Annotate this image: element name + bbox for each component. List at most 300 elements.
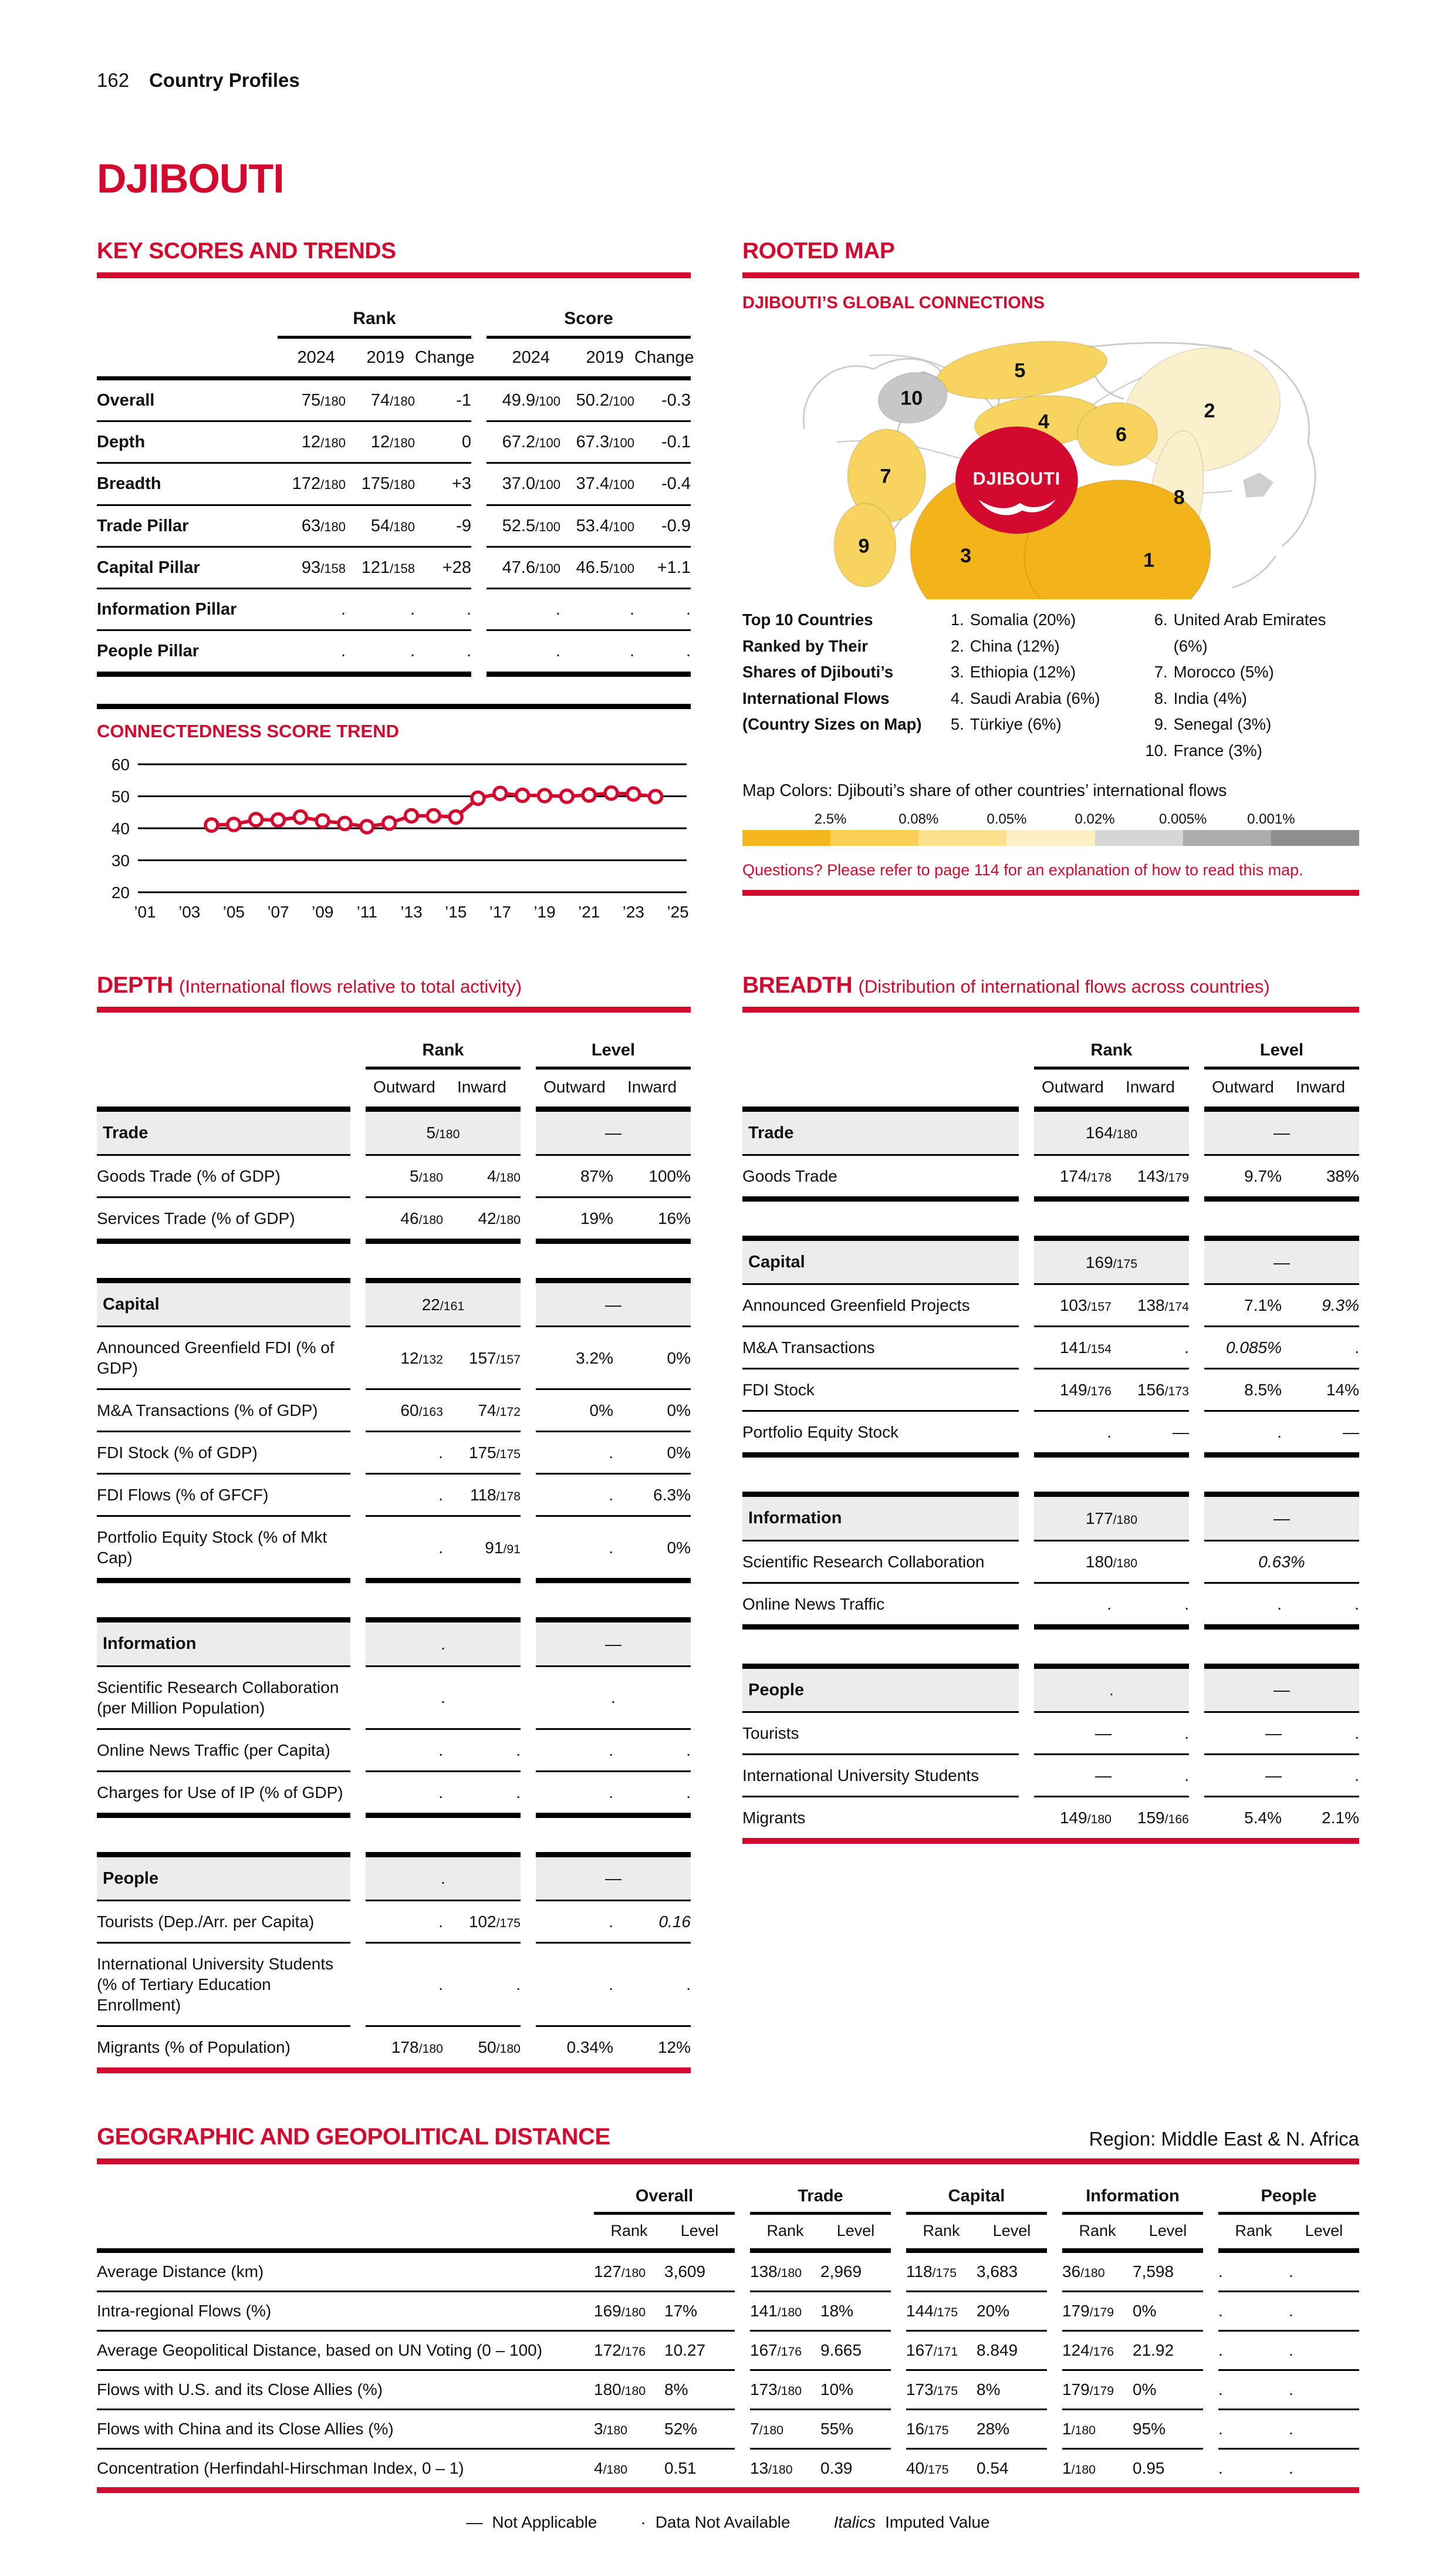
value-cell: 0.39 [820, 2458, 853, 2477]
value-cell: . [536, 1432, 613, 1474]
value-cell: . [1289, 2458, 1293, 2477]
gap-cell [1189, 1284, 1204, 1327]
value-cell: 42/180 [443, 1198, 521, 1242]
top10-item-text: Ethiopia (12%) [969, 663, 1076, 682]
gap-cell [1189, 1495, 1204, 1540]
top10-list-item [1137, 686, 1359, 712]
gap-cell [735, 2370, 750, 2409]
top10-item-text: Somalia (20%) [969, 610, 1076, 629]
year-header: 2024 [487, 337, 560, 378]
value-cell: 13/180 [750, 2458, 793, 2477]
score-cell: 47.6/100 [487, 547, 560, 588]
trend-data-point [450, 811, 462, 823]
gap-cell [891, 2370, 906, 2409]
value-cell: 91/91 [443, 1516, 521, 1581]
breadth-subtitle: (Distribution of international flows across countries) [858, 976, 1270, 997]
x-axis-tick-label: ’17 [489, 902, 512, 921]
geo-group-header: Overall [594, 2182, 735, 2214]
score-cell: -1 [415, 378, 471, 421]
pillar-band-label: People [97, 1854, 350, 1900]
trend-data-point [627, 788, 640, 800]
value-cell: . [366, 1942, 443, 2026]
value-cell: 8% [977, 2370, 1047, 2409]
x-axis-tick-label: ’09 [311, 902, 334, 921]
footnote-label: Imputed Value [885, 2512, 990, 2531]
value-cell: 17% [664, 2291, 735, 2330]
pillar-band-level: — [536, 1109, 691, 1155]
gap-cell [1019, 1411, 1034, 1455]
score-cell: 93/158 [278, 547, 346, 588]
gap-cell [735, 2291, 750, 2330]
geo-group-header: Trade [750, 2182, 891, 2214]
value-cell: 179/179 [1062, 2370, 1133, 2409]
score-cell: 12/180 [278, 421, 346, 463]
value-cell: . [1218, 2291, 1289, 2330]
map-color-scale-bar [742, 830, 1359, 846]
value-cell: 74/172 [443, 1389, 521, 1432]
table-row [97, 2330, 1359, 2370]
scale-swatch [1183, 830, 1271, 846]
footnote-legend [97, 2513, 1359, 2532]
value-cell: 3/180 [594, 2409, 664, 2448]
level-subheader: Level [1289, 2213, 1359, 2251]
rank-group-header: Rank [278, 304, 471, 337]
scale-label: 2.5% [814, 811, 847, 828]
gap-cell [1047, 2291, 1062, 2330]
geo-title: GEOGRAPHIC AND GEOPOLITICAL DISTANCE [97, 2123, 610, 2150]
value-cell: . [1112, 1712, 1189, 1754]
value-cell: 19% [536, 1198, 613, 1242]
value-cell: 156/173 [1112, 1369, 1189, 1411]
pillar-band-label: Trade [742, 1109, 1019, 1155]
score-cell: 37.0/100 [487, 463, 560, 505]
value-cell: 178/180 [391, 2038, 443, 2056]
pillar-band-level: — [536, 1620, 691, 1666]
table-row [97, 1942, 691, 2026]
score-cell: -0.1 [634, 421, 691, 463]
gap-cell [350, 1900, 366, 1942]
row-label: Average Distance (km) [97, 2251, 594, 2292]
gap-cell [350, 1666, 366, 1729]
value-cell: . [1112, 1327, 1189, 1369]
gap-cell [1047, 2448, 1062, 2487]
gap-cell [350, 1198, 366, 1242]
pillar-band-level: — [536, 1281, 691, 1327]
score-cell: . [346, 589, 415, 630]
value-cell: 0.54 [977, 2458, 1009, 2477]
value-cell: 175/175 [443, 1432, 521, 1474]
gap-cell [1189, 1155, 1204, 1199]
value-cell: 0% [536, 1389, 613, 1432]
gap-cell [350, 1942, 366, 2026]
year-header: 2024 [278, 337, 346, 378]
value-cell: . [536, 1474, 613, 1516]
value-cell: . [536, 1516, 613, 1581]
row-label: Online News Traffic [742, 1583, 1019, 1627]
level-group-header: Level [1204, 1036, 1359, 1068]
value-cell: 16% [613, 1198, 691, 1242]
spacer-cell [742, 1455, 1359, 1495]
value-cell: . [1034, 1583, 1112, 1627]
score-cell: . [634, 630, 691, 674]
value-cell: — [1204, 1712, 1282, 1754]
table-row [97, 1666, 691, 1729]
breadth-title: BREADTH [742, 972, 853, 998]
top10-item-number: 3. [950, 663, 964, 682]
blank-cell [97, 304, 278, 337]
bubble-number-5: 5 [1014, 359, 1026, 382]
value-cell: . [613, 1771, 691, 1815]
table-row [97, 378, 691, 421]
bubble-number-8: 8 [1173, 486, 1185, 509]
rank-group-header: Rank [366, 1036, 521, 1068]
trend-data-point [406, 809, 418, 822]
scale-swatch [1006, 830, 1094, 846]
gap-cell [1019, 1796, 1034, 1838]
value-cell: . [1289, 2251, 1359, 2292]
map-colors-label: Map Colors: Djibouti’s share of other countries’ international flows [742, 781, 1227, 801]
table-row [97, 2291, 1359, 2330]
spacer-cell [97, 1815, 691, 1854]
table-row [97, 337, 691, 378]
value-cell: . [366, 1432, 443, 1474]
top10-item-text: France (3%) [1173, 741, 1262, 760]
blank-cell [742, 1068, 1019, 1109]
top10-item-text: India (4%) [1173, 689, 1247, 707]
gap-cell [1047, 2251, 1062, 2292]
gap-cell [521, 2026, 536, 2067]
gap-cell [471, 547, 487, 588]
rooted-map-heading: ROOTED MAP [742, 238, 1359, 278]
top10-list-item [1137, 607, 1359, 659]
table-row [97, 1281, 691, 1327]
table-row [97, 1155, 691, 1198]
value-cell: 1/180 [1062, 2458, 1096, 2477]
footnote-symbol: Italics [833, 2512, 876, 2531]
row-label: Depth [97, 421, 278, 463]
score-cell: 175/180 [346, 463, 415, 505]
trend-data-point [539, 789, 551, 801]
gap-cell [521, 1109, 536, 1155]
inward-header: Inward [627, 1077, 677, 1096]
value-cell: . [366, 1900, 443, 1942]
scale-swatch [1271, 830, 1359, 846]
score-cell: -9 [415, 505, 471, 547]
bubble-number-4: 4 [1038, 410, 1049, 433]
page-number: 162 [97, 69, 130, 91]
gap-cell [1019, 1109, 1034, 1155]
gap-cell [1203, 2213, 1218, 2251]
score-cell: 63/180 [278, 505, 346, 547]
map-legend-title-line: Ranked by Their [742, 636, 868, 655]
value-cell: — [1034, 1712, 1112, 1754]
trend-data-point [583, 788, 595, 801]
gap-cell [1047, 2409, 1062, 2448]
trend-data-point [272, 814, 285, 826]
gap-cell [891, 2448, 906, 2487]
value-cell: 21.92 [1133, 2330, 1203, 2370]
value-cell: . [1218, 2370, 1289, 2409]
value-cell: 0.16 [613, 1900, 691, 1942]
row-label: FDI Stock (% of GDP) [97, 1432, 350, 1474]
value-cell: 9.7% [1204, 1155, 1282, 1199]
y-axis-tick-label: 20 [111, 883, 130, 902]
pillar-band-rank: 164/180 [1034, 1109, 1189, 1155]
score-cell: 49.9/100 [487, 378, 560, 421]
gap-cell [1019, 1495, 1034, 1540]
value-cell: . [613, 1729, 691, 1771]
table-row [97, 1242, 691, 1281]
focal-country-label: DJIBOUTI [972, 468, 1061, 489]
table-row [97, 2213, 1359, 2251]
value-cell: . [366, 1516, 443, 1581]
value-cell: . [1218, 2409, 1289, 2448]
footnote-label: Not Applicable [492, 2512, 597, 2531]
value-cell: 138/174 [1112, 1284, 1189, 1327]
table-row [97, 1432, 691, 1474]
row-label: Tourists (Dep./Arr. per Capita) [97, 1900, 350, 1942]
gap-cell [1189, 1411, 1204, 1455]
value-cell: 127/180 [594, 2251, 664, 2292]
map-legend [742, 607, 1359, 764]
depth-heading [97, 973, 691, 1013]
table-row [97, 2370, 1359, 2409]
table-row [97, 1729, 691, 1771]
table-row [742, 1239, 1359, 1284]
gap-cell [891, 2182, 906, 2214]
value-cell: 149/180 [1059, 1808, 1112, 1827]
map-legend-title-line: (Country Sizes on Map) [742, 715, 922, 734]
row-label: Information Pillar [97, 589, 278, 630]
gap-cell [521, 1474, 536, 1516]
table-row [97, 1474, 691, 1516]
score-cell: . [346, 630, 415, 674]
value-cell: . [536, 1666, 691, 1729]
value-cell: 14% [1282, 1369, 1359, 1411]
bubble-number-1: 1 [1143, 549, 1155, 572]
gap-cell [891, 2291, 906, 2330]
row-label: Goods Trade [742, 1155, 1019, 1199]
outward-header: Outward [543, 1077, 606, 1096]
gap-cell [521, 1198, 536, 1242]
value-cell: 60/163 [366, 1389, 443, 1432]
row-label: Announced Greenfield FDI (% of GDP) [97, 1327, 350, 1389]
top10-list-item [1137, 659, 1359, 686]
inward-header: Inward [1295, 1077, 1346, 1096]
footnote-symbol: · [640, 2512, 646, 2531]
gap-cell [350, 1155, 366, 1198]
value-cell: 95% [1133, 2409, 1203, 2448]
value-cell: 0% [613, 1516, 691, 1581]
bubble-number-2: 2 [1204, 399, 1215, 422]
pillar-band-level: — [1204, 1109, 1359, 1155]
value-cell: 100% [613, 1155, 691, 1198]
x-axis-tick-label: ’21 [577, 902, 600, 921]
blank-cell [97, 2213, 594, 2251]
gap-cell [891, 2330, 906, 2370]
gap-cell [521, 1771, 536, 1815]
table-row [97, 463, 691, 505]
value-cell: . [1282, 1583, 1359, 1627]
value-cell: 38% [1282, 1155, 1359, 1199]
table-row [742, 1495, 1359, 1540]
table-row [742, 1411, 1359, 1455]
table-row [97, 2251, 1359, 2292]
table-row [742, 1199, 1359, 1239]
gap-cell [1047, 2182, 1062, 2214]
row-label: Charges for Use of IP (% of GDP) [97, 1771, 350, 1815]
row-label: Tourists [742, 1712, 1019, 1754]
footnote-label: Data Not Available [655, 2512, 791, 2531]
gap-cell [1019, 1666, 1034, 1712]
gap-cell [1019, 1583, 1034, 1627]
score-cell: 12/180 [346, 421, 415, 463]
value-cell: 10.27 [664, 2330, 735, 2370]
footnote-symbol: — [466, 2512, 483, 2531]
blank-cell [742, 1036, 1019, 1068]
gap-cell [1203, 2291, 1218, 2330]
map-questions-note: Questions? Please refer to page 114 for an explanation of how to read this map. [742, 861, 1359, 896]
scale-label: 0.001% [1247, 811, 1295, 828]
table-row [97, 1854, 691, 1900]
table-row [742, 1666, 1359, 1712]
gap-cell [521, 1327, 536, 1389]
top10-list-item [1137, 711, 1359, 738]
gap-cell [1203, 2330, 1218, 2370]
pillar-band-label: Capital [742, 1239, 1019, 1284]
gap-cell [1047, 2213, 1062, 2251]
pillar-band-label: Trade [97, 1109, 350, 1155]
x-axis-tick-label: ’25 [667, 902, 689, 921]
value-cell: 5.4% [1244, 1808, 1282, 1827]
score-cell: 172/180 [278, 463, 346, 505]
x-axis-tick-label: ’19 [533, 902, 556, 921]
value-cell: 8.5% [1204, 1369, 1282, 1411]
trend-data-point [605, 787, 617, 799]
rank-group-header: Rank [1034, 1036, 1189, 1068]
score-cell: 0 [415, 421, 471, 463]
pillar-band-rank: 177/180 [1034, 1495, 1189, 1540]
score-cell: . [487, 630, 560, 674]
value-cell: 28% [977, 2409, 1047, 2448]
gap-cell [471, 589, 487, 630]
map-color-scale [742, 809, 1359, 846]
value-cell: — [1034, 1754, 1112, 1796]
table-row [742, 1712, 1359, 1754]
value-cell: . [1204, 1411, 1282, 1455]
value-cell: 87% [536, 1155, 613, 1198]
top10-list-item [934, 686, 1137, 712]
table-row [742, 1540, 1359, 1583]
top10-item-number: 1. [950, 610, 964, 629]
gap-cell [1189, 1369, 1204, 1411]
trend-data-point [205, 819, 218, 831]
bubble-number-6: 6 [1116, 423, 1127, 446]
value-cell: 0.085% [1204, 1327, 1282, 1369]
level-group-header: Level [536, 1036, 691, 1068]
y-axis-tick-label: 50 [111, 787, 130, 805]
row-label: Portfolio Equity Stock (% of Mkt Cap) [97, 1516, 350, 1581]
rank-subheader: Rank [906, 2213, 977, 2251]
score-cell: 67.3/100 [560, 421, 634, 463]
value-cell: 141/180 [750, 2291, 820, 2330]
value-cell: 2.1% [1322, 1808, 1359, 1827]
gap-cell [891, 2409, 906, 2448]
value-cell: . [1289, 2409, 1359, 2448]
value-cell: 5/180 [366, 1155, 443, 1198]
gap-cell [521, 1036, 536, 1068]
scale-swatch [830, 830, 918, 846]
value-cell: — [1282, 1411, 1359, 1455]
top10-list-item [934, 659, 1137, 686]
value-cell: . [1289, 2370, 1359, 2409]
bubble-number-10: 10 [900, 387, 923, 410]
trend-data-point [316, 814, 329, 827]
value-cell: 0.34% [566, 2038, 613, 2056]
gap-cell [521, 1942, 536, 2026]
value-cell: 18% [820, 2291, 891, 2330]
gap-cell [1019, 1712, 1034, 1754]
gap-cell [350, 1068, 366, 1109]
gap-cell [1019, 1155, 1034, 1199]
pillar-band-label: Capital [97, 1281, 350, 1327]
table-row [97, 1581, 691, 1620]
footnote-item [834, 2513, 990, 2532]
table-row [97, 547, 691, 588]
spacer-cell [97, 1581, 691, 1620]
gap-cell [521, 1900, 536, 1942]
gap-cell [521, 1281, 536, 1327]
breadth-table-endbar [742, 1838, 1359, 1844]
trend-data-point [650, 790, 662, 802]
gap-cell [1019, 1327, 1034, 1369]
gap-cell [1189, 1109, 1204, 1155]
top10-item-number: 5. [950, 715, 964, 734]
row-label: Flows with China and its Close Allies (%) [97, 2409, 594, 2448]
value-cell: 40/175 [906, 2458, 949, 2477]
value-cell: 179/179 [1062, 2291, 1133, 2330]
value-cell: 0% [613, 1389, 691, 1432]
top10-list-item [934, 607, 1137, 633]
table-row [97, 2448, 1359, 2487]
score-cell: 52.5/100 [487, 505, 560, 547]
value-cell: 16/175 [906, 2409, 977, 2448]
gap-cell [1189, 1239, 1204, 1284]
row-label: Trade Pillar [97, 505, 278, 547]
gap-cell [350, 1109, 366, 1155]
row-label: International University Students (% of Tertiary Education Enrollment) [97, 1942, 350, 2026]
inward-header: Inward [1125, 1077, 1175, 1096]
score-cell: -0.3 [634, 378, 691, 421]
gap-cell [1019, 1284, 1034, 1327]
gap-cell [735, 2251, 750, 2292]
year-header: 2019 [346, 337, 415, 378]
geo-table-endbar [97, 2487, 1359, 2493]
gap-cell [1203, 2182, 1218, 2214]
value-cell: 102/175 [443, 1900, 521, 1942]
value-cell: 3,609 [664, 2251, 735, 2292]
value-cell: . [1218, 2458, 1223, 2477]
top10-list-item [934, 711, 1137, 738]
value-cell: . [536, 1729, 613, 1771]
table-row [97, 505, 691, 547]
value-cell: 7.1% [1204, 1284, 1282, 1327]
value-cell: . [1112, 1754, 1189, 1796]
row-label: Migrants [742, 1808, 806, 1827]
trend-data-point [361, 820, 373, 832]
gap-cell [1019, 1036, 1034, 1068]
table-row [97, 1327, 691, 1389]
